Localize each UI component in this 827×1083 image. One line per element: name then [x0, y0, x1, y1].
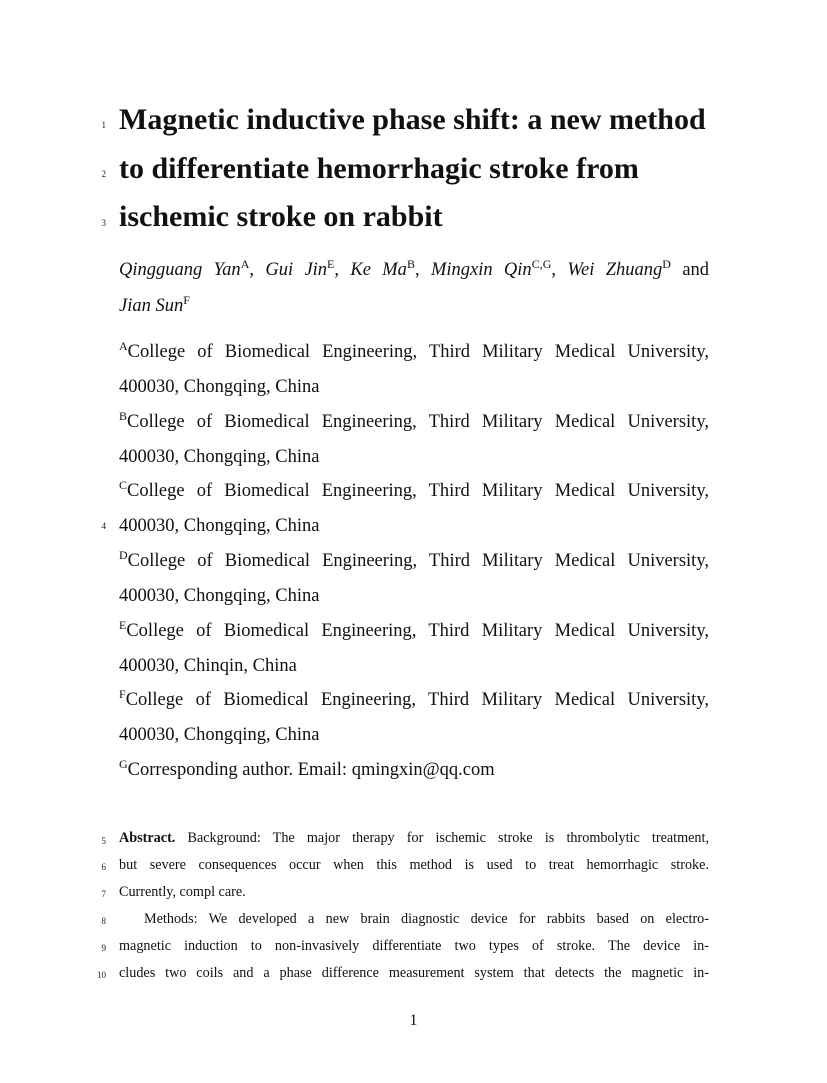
affiliation-text: College of Biomedical Engineering, Third Military Medical University,	[127, 412, 709, 432]
affiliation-text: 400030, Chongqing, China	[119, 586, 320, 606]
affiliation-line	[119, 447, 709, 468]
line-number: 1	[101, 120, 106, 130]
affiliation-text: 400030, Chongqing, China	[119, 516, 320, 536]
author-list	[119, 257, 710, 281]
line-number: 10	[97, 970, 106, 980]
affiliation-line	[119, 478, 709, 502]
author-affiliation-mark: C,G	[531, 257, 552, 271]
separator: ,	[249, 260, 254, 280]
affiliation-text: 400030, Chongqing, China	[119, 725, 320, 745]
affiliation-mark: D	[119, 548, 128, 562]
abstract-text: cludes two coils and a phase difference measurement system that detects the magnetic in-	[119, 965, 709, 981]
author-name: Mingxin Qin	[430, 260, 532, 280]
abstract-line	[119, 965, 709, 982]
abstract-text: magnetic induction to non-invasively differentiate two types of stroke. The device in-	[119, 938, 709, 954]
author-list-continued	[119, 293, 709, 317]
affiliation-text: College of Biomedical Engineering, Third Military Medical University,	[127, 342, 709, 362]
affiliation-mark: C	[119, 478, 128, 492]
line-number: 9	[101, 943, 106, 953]
affiliation-mark: G	[119, 757, 128, 771]
affiliation-line	[119, 618, 709, 642]
page-number: 1	[409, 1012, 418, 1029]
abstract-text: Methods: We developed a new brain diagnostic device for rabbits based on electro-	[144, 911, 709, 927]
author-affiliation-mark: D	[662, 257, 671, 271]
separator: ,	[334, 260, 340, 280]
affiliation-text: College of Biomedical Engineering, Third Military Medical University,	[127, 551, 709, 571]
affiliation-mark: A	[119, 339, 128, 353]
affiliation-mark: B	[119, 409, 128, 423]
line-number: 2	[101, 169, 106, 179]
author-name: Qingguang Yan	[119, 260, 241, 280]
affiliation-text: College of Biomedical Engineering, Third Military Medical University,	[126, 621, 709, 641]
abstract-line	[119, 857, 709, 874]
author-name: Wei Zhuang	[567, 260, 663, 280]
author-affiliation-mark: F	[183, 293, 190, 307]
paper-title-line: ischemic stroke on rabbit	[119, 200, 443, 233]
abstract-line	[144, 911, 709, 928]
abstract-line	[119, 938, 709, 955]
line-number: 7	[101, 889, 106, 899]
corresponding-text: Corresponding author. Email: qmingxin@qq.com	[127, 760, 495, 780]
abstract-line	[119, 830, 709, 847]
affiliation-line	[119, 409, 709, 433]
affiliation-text: 400030, Chinqin, China	[119, 656, 297, 676]
line-number: 5	[101, 836, 106, 846]
corresponding-author	[119, 757, 709, 781]
line-number: 6	[101, 862, 106, 872]
affiliation-line	[119, 656, 709, 677]
affiliation-text: College of Biomedical Engineering, Third Military Medical University,	[125, 690, 709, 710]
abstract-text: but severe consequences occur when this method is used to treat hemorrhagic stroke.	[119, 857, 709, 873]
author-affiliation-mark: B	[406, 257, 415, 271]
author-name: Gui Jin	[265, 260, 328, 280]
author-affiliation-mark: E	[327, 257, 335, 271]
author-name: Ke Ma	[350, 260, 407, 280]
line-number: 3	[101, 218, 106, 228]
affiliation-line	[119, 687, 709, 711]
separator: ,	[414, 260, 420, 280]
affiliation-mark: F	[119, 687, 126, 701]
line-number: 4	[101, 521, 106, 531]
author-name: Jian Sun	[119, 296, 184, 316]
affiliation-line	[119, 516, 709, 537]
abstract-heading: Abstract.	[119, 830, 176, 846]
abstract-text: Currently, compl care.	[119, 884, 246, 900]
paper-title-line: Magnetic inductive phase shift: a new method	[119, 103, 706, 136]
line-number: 8	[101, 916, 106, 926]
affiliation-line	[119, 586, 709, 607]
paper-title-line: to differentiate hemorrhagic stroke from	[119, 152, 639, 185]
affiliation-text: College of Biomedical Engineering, Third Military Medical University,	[127, 481, 709, 501]
author-joiner-and: and	[682, 260, 710, 280]
separator: ,	[551, 260, 556, 280]
abstract-text: Background: The major therapy for ischemic stroke is thrombolytic treatment,	[187, 830, 710, 846]
affiliation-text: 400030, Chongqing, China	[119, 377, 320, 397]
affiliation-line	[119, 339, 709, 363]
affiliation-line	[119, 377, 709, 398]
abstract-line	[119, 884, 709, 901]
affiliation-mark: E	[119, 618, 127, 632]
affiliation-line	[119, 548, 709, 572]
affiliation-text: 400030, Chongqing, China	[119, 447, 320, 467]
author-affiliation-mark: A	[240, 257, 250, 271]
affiliation-line	[119, 725, 709, 746]
